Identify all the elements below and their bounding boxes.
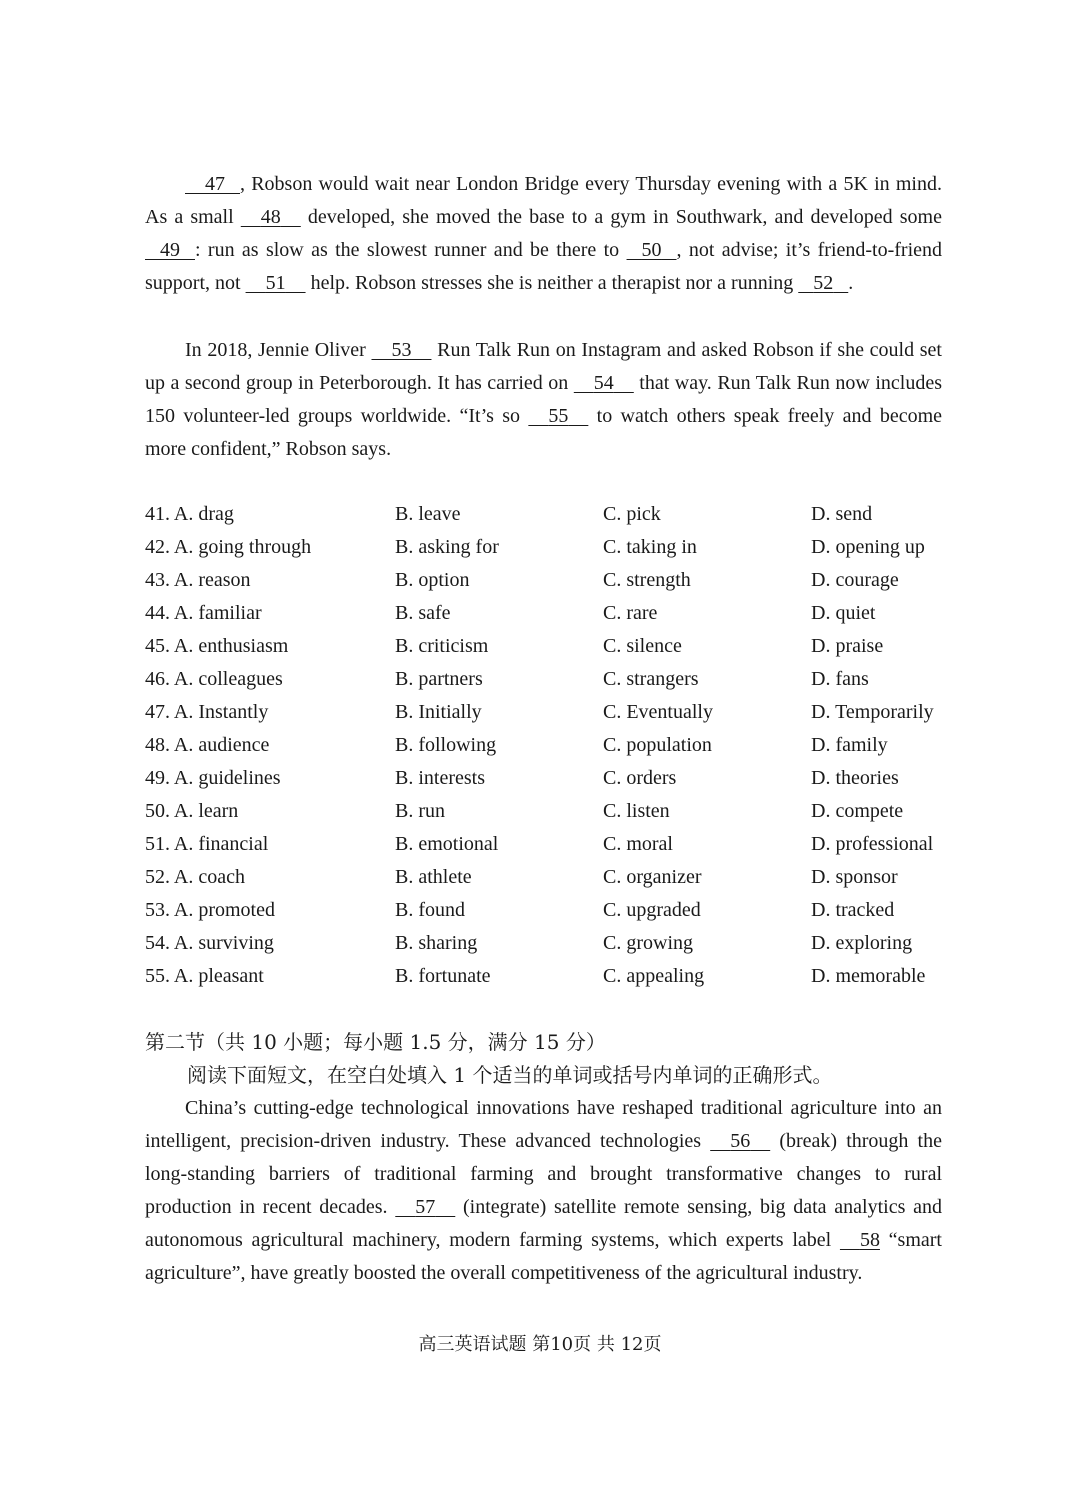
option-43-a[interactable]: 43. A. reason <box>145 569 251 591</box>
page-footer: 高三英语试题 第10页 共 12页 <box>418 1334 662 1355</box>
passage-text: (integrate) satellite remote sensing, big data analytics and autonomous agricultural machinery, modern farming systems, which experts label <box>145 1196 942 1251</box>
option-41-d[interactable]: D. send <box>811 503 873 525</box>
blank-50[interactable] <box>627 234 677 267</box>
option-44-b[interactable]: B. safe <box>395 602 451 624</box>
question-41-options <box>145 498 945 531</box>
option-52-b[interactable]: B. athlete <box>395 866 472 888</box>
question-51-options <box>145 828 945 861</box>
option-54-b[interactable]: B. sharing <box>395 932 478 954</box>
option-55-d[interactable]: D. memorable <box>811 965 926 987</box>
blank-48-number: 48 <box>260 206 281 228</box>
blank-57-number: 57 <box>415 1196 436 1218</box>
option-47-c[interactable]: C. Eventually <box>603 701 713 723</box>
blank-53-number: 53 <box>391 339 412 361</box>
blank-52[interactable] <box>798 267 848 300</box>
question-43-options <box>145 564 945 597</box>
option-48-d[interactable]: D. family <box>811 734 888 756</box>
option-41-c[interactable]: C. pick <box>603 503 661 525</box>
blank-56[interactable] <box>710 1125 770 1158</box>
option-42-b[interactable]: B. asking for <box>395 536 499 558</box>
blank-50-number: 50 <box>641 239 662 261</box>
option-50-d[interactable]: D. compete <box>811 800 904 822</box>
option-47-d[interactable]: D. Temporarily <box>811 701 934 723</box>
option-49-c[interactable]: C. orders <box>603 767 677 789</box>
blank-47[interactable] <box>185 168 240 201</box>
option-49-b[interactable]: B. interests <box>395 767 485 789</box>
option-54-a[interactable]: 54. A. surviving <box>145 932 274 954</box>
option-44-d[interactable]: D. quiet <box>811 602 876 624</box>
option-55-b[interactable]: B. fortunate <box>395 965 491 987</box>
option-46-b[interactable]: B. partners <box>395 668 483 690</box>
passage-text: developed, she moved the base to a gym in Southwark, and developed some <box>300 206 942 228</box>
option-51-b[interactable]: B. emotional <box>395 833 499 855</box>
section-2-instruction: 阅读下面短文，在空白处填入 1 个适当的单词或括号内单词的正确形式。 <box>187 1063 833 1087</box>
blank-58-number: 58 <box>859 1229 880 1251</box>
question-42-options <box>145 531 945 564</box>
option-41-b[interactable]: B. leave <box>395 503 461 525</box>
blank-55[interactable] <box>528 400 588 433</box>
question-54-options <box>145 927 945 960</box>
option-52-a[interactable]: 52. A. coach <box>145 866 245 888</box>
option-53-a[interactable]: 53. A. promoted <box>145 899 275 921</box>
blank-56-number: 56 <box>730 1130 751 1152</box>
option-51-c[interactable]: C. moral <box>603 833 673 855</box>
option-49-a[interactable]: 49. A. guidelines <box>145 767 281 789</box>
option-42-c[interactable]: C. taking in <box>603 536 697 558</box>
passage-paragraph-2 <box>145 334 942 466</box>
passage-text: help. Robson stresses she is neither a therapist nor a running <box>305 272 799 294</box>
passage-text: In 2018, Jennie Oliver <box>185 339 372 361</box>
blank-51-number: 51 <box>265 272 286 294</box>
blank-54-number: 54 <box>593 372 614 394</box>
blank-57[interactable] <box>395 1191 455 1224</box>
option-43-b[interactable]: B. option <box>395 569 470 591</box>
option-44-c[interactable]: C. rare <box>603 602 658 624</box>
option-49-d[interactable]: D. theories <box>811 767 899 789</box>
passage-text: , not advise; it’s friend-to-friend support, not <box>145 239 943 294</box>
option-47-b[interactable]: B. Initially <box>395 701 482 723</box>
option-45-d[interactable]: D. praise <box>811 635 884 657</box>
question-49-options <box>145 762 945 795</box>
passage-paragraph-1 <box>145 168 942 300</box>
question-52-options <box>145 861 945 894</box>
option-42-a[interactable]: 42. A. going through <box>145 536 312 558</box>
option-53-b[interactable]: B. found <box>395 899 465 921</box>
question-45-options <box>145 630 945 663</box>
option-46-c[interactable]: C. strangers <box>603 668 699 690</box>
option-48-c[interactable]: C. population <box>603 734 712 756</box>
passage-text: to watch others speak freely and become more confident,” Robson says. <box>145 405 943 460</box>
option-45-a[interactable]: 45. A. enthusiasm <box>145 635 289 657</box>
option-41-a[interactable]: 41. A. drag <box>145 503 234 525</box>
section-2-heading: 第二节（共 10 小题；每小题 1.5 分，满分 15 分） <box>145 1030 606 1054</box>
passage-text: (break) through the long-standing barriers of traditional farming and brought transformative changes to rural production in recent decades. <box>145 1130 942 1218</box>
option-50-c[interactable]: C. listen <box>603 800 670 822</box>
option-52-d[interactable]: D. sponsor <box>811 866 898 888</box>
option-46-a[interactable]: 46. A. colleagues <box>145 668 283 690</box>
blank-55-number: 55 <box>548 405 569 427</box>
option-55-a[interactable]: 55. A. pleasant <box>145 965 264 987</box>
option-53-c[interactable]: C. upgraded <box>603 899 701 921</box>
option-50-a[interactable]: 50. A. learn <box>145 800 239 822</box>
options-list <box>145 498 945 993</box>
passage-text: that way. Run Talk Run now includes 150 volunteer-led groups worldwide. “It’s so <box>145 372 942 427</box>
passage-text: “smart agriculture”, have greatly boosted the overall competitiveness of the agricultural industry. <box>145 1229 942 1284</box>
blank-49[interactable] <box>145 234 195 267</box>
option-51-d[interactable]: D. professional <box>811 833 934 855</box>
option-46-d[interactable]: D. fans <box>811 668 869 690</box>
question-55-options <box>145 960 945 993</box>
option-54-c[interactable]: C. growing <box>603 932 693 954</box>
option-48-b[interactable]: B. following <box>395 734 497 756</box>
blank-52-number: 52 <box>813 272 834 294</box>
option-47-a[interactable]: 47. A. Instantly <box>145 701 269 723</box>
blank-51[interactable] <box>246 267 306 300</box>
blank-58[interactable] <box>840 1224 880 1257</box>
option-52-c[interactable]: C. organizer <box>603 866 702 888</box>
blank-53[interactable] <box>371 334 431 367</box>
option-43-c[interactable]: C. strength <box>603 569 691 591</box>
option-53-d[interactable]: D. tracked <box>811 899 895 921</box>
passage-text: Run Talk Run on Instagram and asked Robson if she could set up a second group in Peterborough. It has carried on <box>145 339 942 394</box>
blank-48[interactable] <box>241 201 301 234</box>
blank-49-number: 49 <box>160 239 180 261</box>
option-43-d[interactable]: D. courage <box>811 569 899 591</box>
passage-text: . <box>848 272 854 294</box>
blank-54[interactable] <box>574 367 634 400</box>
passage-text: : run as slow as the slowest runner and be there to <box>195 239 627 261</box>
question-46-options <box>145 663 945 696</box>
question-44-options <box>145 597 945 630</box>
option-55-c[interactable]: C. appealing <box>603 965 705 987</box>
question-50-options <box>145 795 945 828</box>
option-48-a[interactable]: 48. A. audience <box>145 734 270 756</box>
option-50-b[interactable]: B. run <box>395 800 445 822</box>
section-2-passage <box>145 1092 942 1290</box>
question-47-options <box>145 696 945 729</box>
passage-text: China’s cutting-edge technological innovations have reshaped traditional agriculture into an intelligent, precision-driven industry. These advanced technologies <box>145 1097 942 1152</box>
passage-text: , Robson would wait near London Bridge every Thursday evening with a 5K in mind. As a small <box>145 173 942 228</box>
option-45-c[interactable]: C. silence <box>603 635 682 657</box>
question-48-options <box>145 729 945 762</box>
option-51-a[interactable]: 51. A. financial <box>145 833 269 855</box>
blank-47-number: 47 <box>205 173 225 195</box>
option-44-a[interactable]: 44. A. familiar <box>145 602 262 624</box>
option-42-d[interactable]: D. opening up <box>811 536 925 558</box>
question-53-options <box>145 894 945 927</box>
option-54-d[interactable]: D. exploring <box>811 932 913 954</box>
option-45-b[interactable]: B. criticism <box>395 635 489 657</box>
